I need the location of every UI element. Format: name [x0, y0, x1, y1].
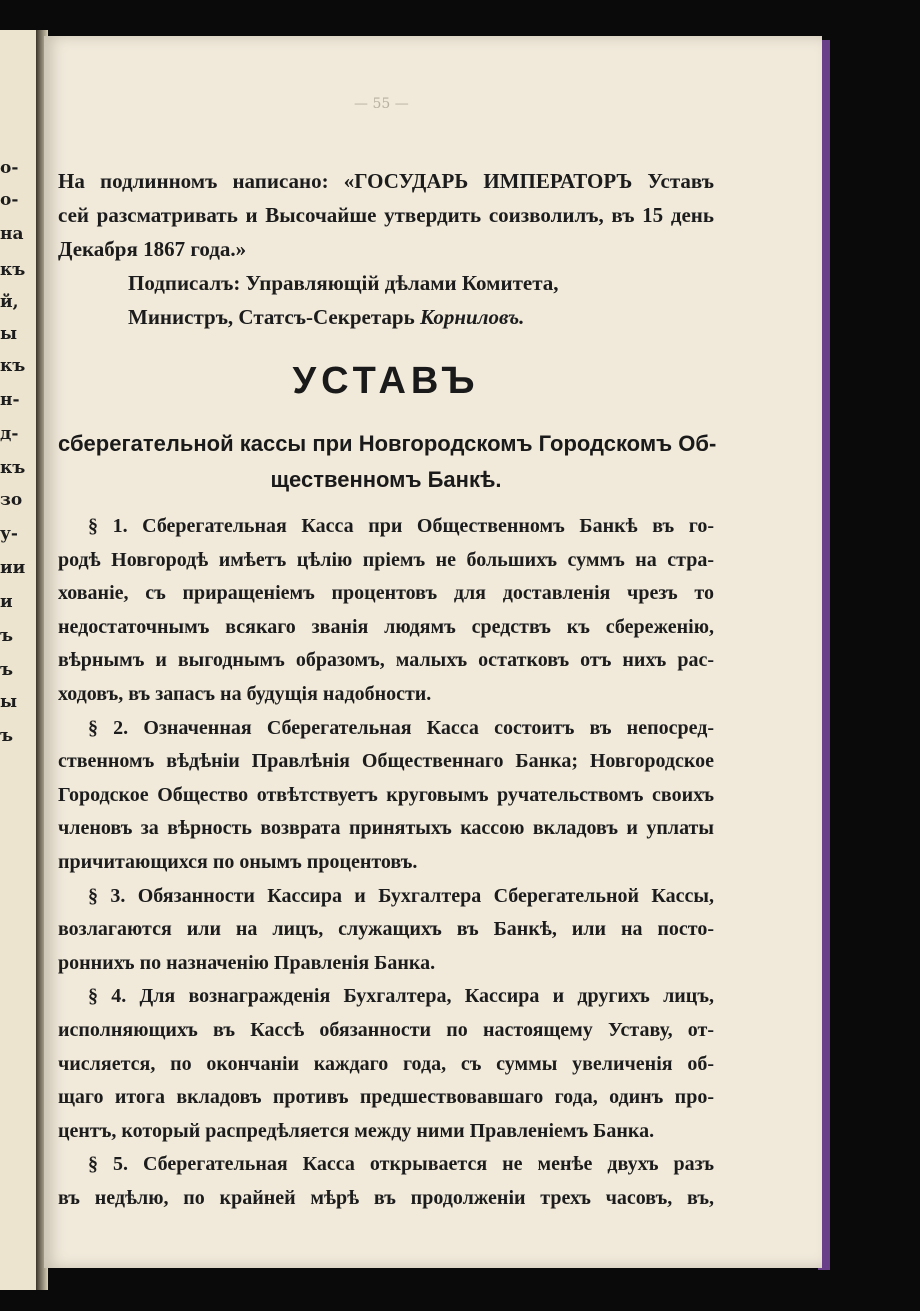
signature-name: Корниловъ. [419, 305, 525, 329]
prev-fragment: къ [0, 458, 26, 478]
prev-fragment: къ [0, 260, 26, 280]
paragraph-line: Городское Общество отвѣтствуетъ круговымъ ручательствомъ своихъ [58, 783, 714, 806]
prev-fragment: зо [0, 490, 23, 510]
paragraph-line: § 1. Сберегательная Касса при Общественномъ Банкѣ въ го- [88, 515, 714, 537]
subtitle-line: сберегательной кассы при Новгородскомъ Городскомъ Об- [58, 431, 717, 456]
paragraph-line: недостаточнымъ всякаго званія людямъ средствъ къ сбереженію, [58, 615, 714, 638]
paragraph-line: § 2. Означенная Сберегательная Касса состоитъ въ непосред- [88, 716, 714, 739]
prev-fragment: ъ [0, 660, 14, 680]
prev-fragment: о- [0, 190, 19, 210]
prev-fragment: н- [0, 390, 20, 410]
preamble-line: сей разсматривать и Высочайше утвердить соизволилъ, въ 15 день [58, 203, 714, 227]
prev-fragment: ии [0, 558, 26, 578]
prev-fragment: ъ [0, 726, 14, 746]
prev-fragment: ы [0, 324, 18, 344]
paragraph-line: причитающихся по онымъ процентовъ. [58, 850, 418, 873]
signature-line: Подписалъ: Управляющій дѣлами Комитета, [128, 271, 559, 295]
preamble-line: На подлинномъ написано: «ГОСУДАРЬ ИМПЕРАТОРЪ Уставъ [58, 169, 714, 193]
paragraph-line: щаго итога вкладовъ противъ предшествовавшаго года, одинъ про- [58, 1086, 714, 1109]
prev-fragment: ъ [0, 626, 14, 646]
paragraph-line: хованіе, съ приращеніемъ процентовъ для доставленія чрезъ то [58, 582, 714, 605]
document-subtitle [58, 426, 717, 498]
paragraph-line: центъ, который распредѣляется между ними Правленіемъ Банка. [58, 1119, 655, 1142]
page-number: — 55 — [354, 96, 409, 112]
prev-fragment: ы [0, 692, 18, 712]
paragraph-line: § 4. Для вознагражденія Бухгалтера, Кассира и другихъ лицъ, [88, 985, 714, 1008]
paragraph-line: роннихъ по назначенію Правленія Банка. [58, 951, 436, 974]
prev-fragment: на [0, 224, 24, 244]
prev-fragment: и [0, 592, 13, 612]
paragraph-line: членовъ за вѣрность возврата принятыхъ кассою вкладовъ и уплаты [58, 817, 714, 840]
signature-prefix: Министръ, Статсъ-Секретарь [128, 305, 415, 329]
paragraph-line: исполняющихъ въ Кассѣ обязанности по настоящему Уставу, от- [58, 1018, 714, 1041]
paragraph-line: ственномъ вѣдѣніи Правлѣнія Общественнаго Банка; Новгородское [58, 750, 714, 773]
signature-line [58, 300, 714, 334]
prev-fragment: у- [0, 524, 18, 544]
preamble-line: Декабря 1867 года.» [58, 237, 247, 261]
prev-fragment: къ [0, 356, 26, 376]
paragraph-line: числяется, по окончаніи каждаго года, съ суммы увеличенія об- [58, 1052, 714, 1075]
prev-fragment: д- [0, 424, 19, 444]
paragraph-line: § 3. Обязанности Кассира и Бухгалтера Сберегательной Кассы, [88, 884, 714, 907]
subtitle-line: щественномъ Банкѣ. [270, 467, 502, 492]
preamble [58, 164, 714, 334]
paragraph-line: родѣ Новгородѣ имѣетъ цѣлію пріемъ не большихъ суммъ на стра- [58, 548, 714, 571]
paragraph-line: § 5. Сберегательная Касса открывается не менѣе двухъ разъ [88, 1153, 714, 1176]
paragraph-line: ходовъ, въ запасъ на будущія надобности. [58, 682, 432, 705]
previous-page-edge [0, 30, 39, 1290]
paragraph-line: вѣрнымъ и выгоднымъ образомъ, малыхъ остатковъ отъ нихъ рас- [58, 649, 714, 672]
paragraph-line: въ недѣлю, по крайней мѣрѣ въ продолженіи трехъ часовъ, въ, [58, 1186, 714, 1209]
paragraph-line: возлагаются или на лицъ, служащихъ въ Банкѣ, или на посто- [58, 918, 714, 941]
statute-body [58, 510, 714, 1215]
document-title: УСТАВЪ [292, 360, 480, 402]
prev-fragment: о- [0, 158, 19, 178]
prev-fragment: й, [0, 292, 19, 312]
document-page [44, 36, 822, 1268]
